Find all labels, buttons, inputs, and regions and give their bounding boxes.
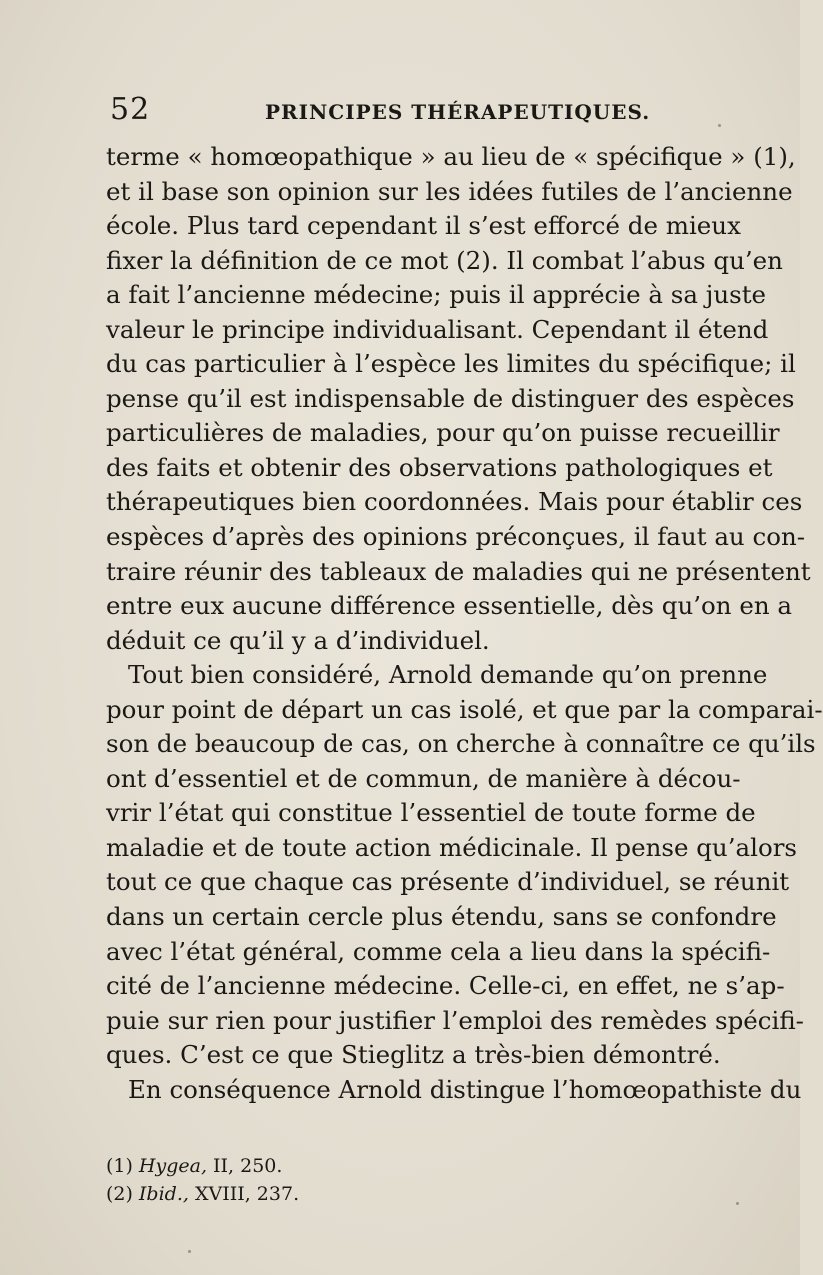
text-line: espèces d’après des opinions préconçues, il faut au con- [106,522,806,552]
text-line: traire réunir des tableaux de maladies qui ne présentent [106,556,811,586]
text-line: fixer la définition de ce mot (2). Il combat l’abus qu’en [106,245,783,275]
text-line: son de beaucoup de cas, on cherche à connaître ce qu’ils [106,729,816,759]
footnote [106,1152,726,1180]
paper-speck [736,1202,739,1205]
text-line: avec l’état général, comme cela a lieu dans la spécifi- [106,936,771,966]
paragraph-end-line: ques. C’est ce que Stieglitz a très-bien démontré. [106,1040,721,1070]
footnotes [106,1152,726,1208]
paragraph-end-line: déduit ce qu’il y a d’individuel. [106,625,490,655]
footnote-number: (2) [106,1183,133,1205]
text-line: ont d’essentiel et de commun, de manière à décou- [106,763,741,793]
text-line: pense qu’il est indispensable de distinguer des espèces [106,383,795,413]
text-line: puie sur rien pour justifier l’emploi des remèdes spécifi- [106,1005,804,1035]
footnote-reference: XVIII, 237. [188,1183,300,1205]
body-text [106,140,823,1107]
text-line: terme « homœopathique » au lieu de « spécifique » (1), [106,142,796,171]
footnote [106,1180,726,1208]
text-line: cité de l’ancienne médecine. Celle-ci, en effet, ne s’ap- [106,971,785,1001]
text-line: valeur le principe individualisant. Cependant il étend [106,314,769,344]
text-line: a fait l’ancienne médecine; puis il apprécie à sa juste [106,280,767,310]
paragraph-start-line: Tout bien considéré, Arnold demande qu’on prenne [128,660,768,690]
footnote-source: Ibid., [138,1183,189,1205]
text-line: tout ce que chaque cas présente d’individuel, se réunit [106,867,790,897]
text-line: des faits et obtenir des observations pathologiques et [106,452,773,482]
text-line: pour point de départ un cas isolé, et que par la comparai- [106,694,823,724]
footnote-number: (1) [106,1155,133,1177]
text-line: maladie et de toute action médicinale. Il pense qu’alors [106,832,797,862]
text-line: particulières de maladies, pour qu’on puisse recueillir [106,418,780,448]
text-line: école. Plus tard cependant il s’est efforcé de mieux [106,211,741,241]
text-line: thérapeutiques bien coordonnées. Mais pour établir ces [106,487,803,517]
paragraph-start-line: En conséquence Arnold distingue l’homœopathiste du [128,1074,802,1104]
footnote-source: Hygea, [138,1155,207,1177]
running-title: PRINCIPES THÉRAPEUTIQUES. [265,100,651,124]
paper-speck [718,124,721,127]
paper-speck [188,1250,191,1253]
page-header [110,92,730,132]
footnote-reference: II, 250. [207,1155,283,1177]
text-line: du cas particulier à l’espèce les limites du spécifique; il [106,349,796,379]
text-line: dans un certain cercle plus étendu, sans se confondre [106,902,777,932]
text-line: vrir l’état qui constitue l’essentiel de toute forme de [106,798,756,828]
text-line: entre eux aucune différence essentielle, dès qu’on en a [106,591,793,621]
page-number: 52 [110,92,151,127]
text-line: et il base son opinion sur les idées futiles de l’ancienne [106,176,793,206]
